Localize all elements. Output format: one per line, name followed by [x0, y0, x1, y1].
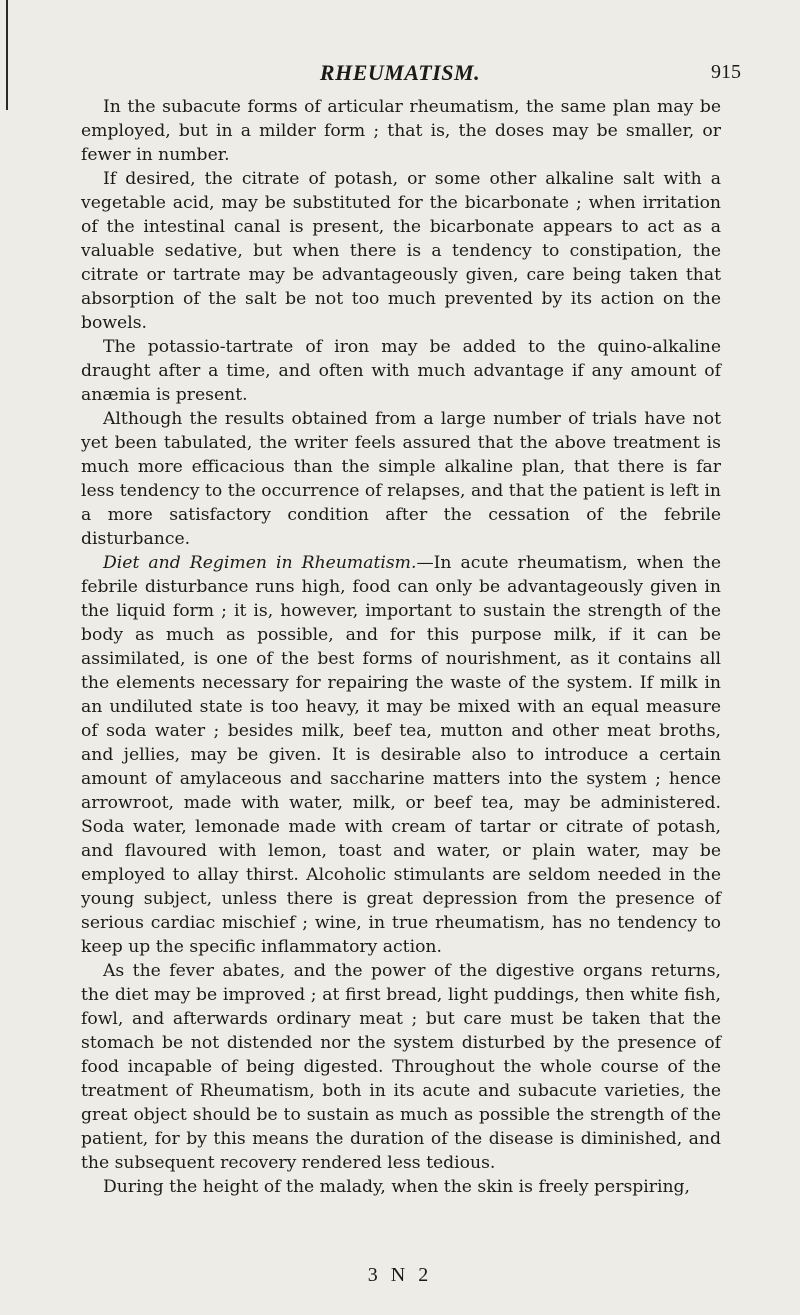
- binding-edge-line: [6, 0, 8, 110]
- paragraph-citrate-of-potash: If desired, the citrate of potash, or some other alkaline salt with a vegetable acid, may be substituted for the bicarbonate ; when irritation of the intestinal canal is present, the bicarbonate appears to act as a valuable sedative, but when there is a tendency to constipation, the citrate or tartrate may be advantageously given, care being taken that absorption of the salt be not too much prevented by its action on the bowels.: [81, 169, 721, 333]
- page-number: 915: [711, 61, 741, 83]
- signature-mark: 3 N 2: [367, 1264, 433, 1286]
- body-text: [81, 95, 721, 1199]
- paragraph-results-obtained: Although the results obtained from a large number of trials have not yet been tabulated, the writer feels assured that the above treatment is much more efficacious than the simple alkaline plan, that there is far less tendency to the occurrence of relapses, and that the patient is left in a more satisfactory condition after the cessation of the febrile disturbance.: [81, 409, 721, 549]
- running-title: RHEUMATISM.: [319, 60, 481, 85]
- paragraph-fever-abates: As the fever abates, and the power of the digestive organs returns, the diet may be improved ; at first bread, light puddings, then white fish, fowl, and afterwards ordinary meat ; but care must be taken that the stomach be not distended nor the system disturbed by the presence of food incapable of being digested. Throughout the whole course of the treatment of Rheumatism, both in its acute and subacute varieties, the great object should be to sustain as much as possible the strength of the patient, for by this means the duration of the disease is diminished, and the subsequent recovery rendered less tedious.: [81, 961, 721, 1173]
- paragraph-subacute-forms: In the subacute forms of articular rheumatism, the same plan may be employed, but in a milder form ; that is, the doses may be smaller, or fewer in number.: [81, 97, 721, 165]
- running-head: [0, 58, 800, 88]
- section-heading: Diet and Regimen in Rheumatism.: [103, 553, 417, 573]
- paragraph-potassio-tartrate: The potassio-tartrate of iron may be added to the quino-alkaline draught after a time, and often with much advantage if any amount of anæmia is present.: [81, 337, 721, 405]
- paragraph-height-of-malady: During the height of the malady, when the skin is freely perspiring,: [103, 1177, 691, 1197]
- paragraph-diet-and-regimen: Diet and Regimen in Rheumatism.—In acute rheumatism, when the febrile disturbance runs high, food can only be advantageously given in the liquid form ; it is, however, important to sustain the strength of the body as much as possible, and for this purpose milk, if it can be assimilated, is one of the best forms of nourishment, as it contains all the elements necessary for repairing the waste of the system. If milk in an undiluted state is too heavy, it may be mixed with an equal measure of soda water ; besides milk, beef tea, mutton and other meat broths, and jellies, may be given. It is desirable also to introduce a certain amount of amylaceous and saccharine matters into the system ; hence arrowroot, made with water, milk, or beef tea, may be administered. Soda water, lemonade made with cream of tartar or citrate of potash, and flavoured with lemon, toast and water, or plain water, may be employed to allay thirst. Alcoholic stimulants are seldom needed in the young subject, unless there is great depression from the presence of serious cardiac mischief ; wine, in true rheumatism, has no tendency to keep up the specific inflammatory action.: [81, 553, 721, 957]
